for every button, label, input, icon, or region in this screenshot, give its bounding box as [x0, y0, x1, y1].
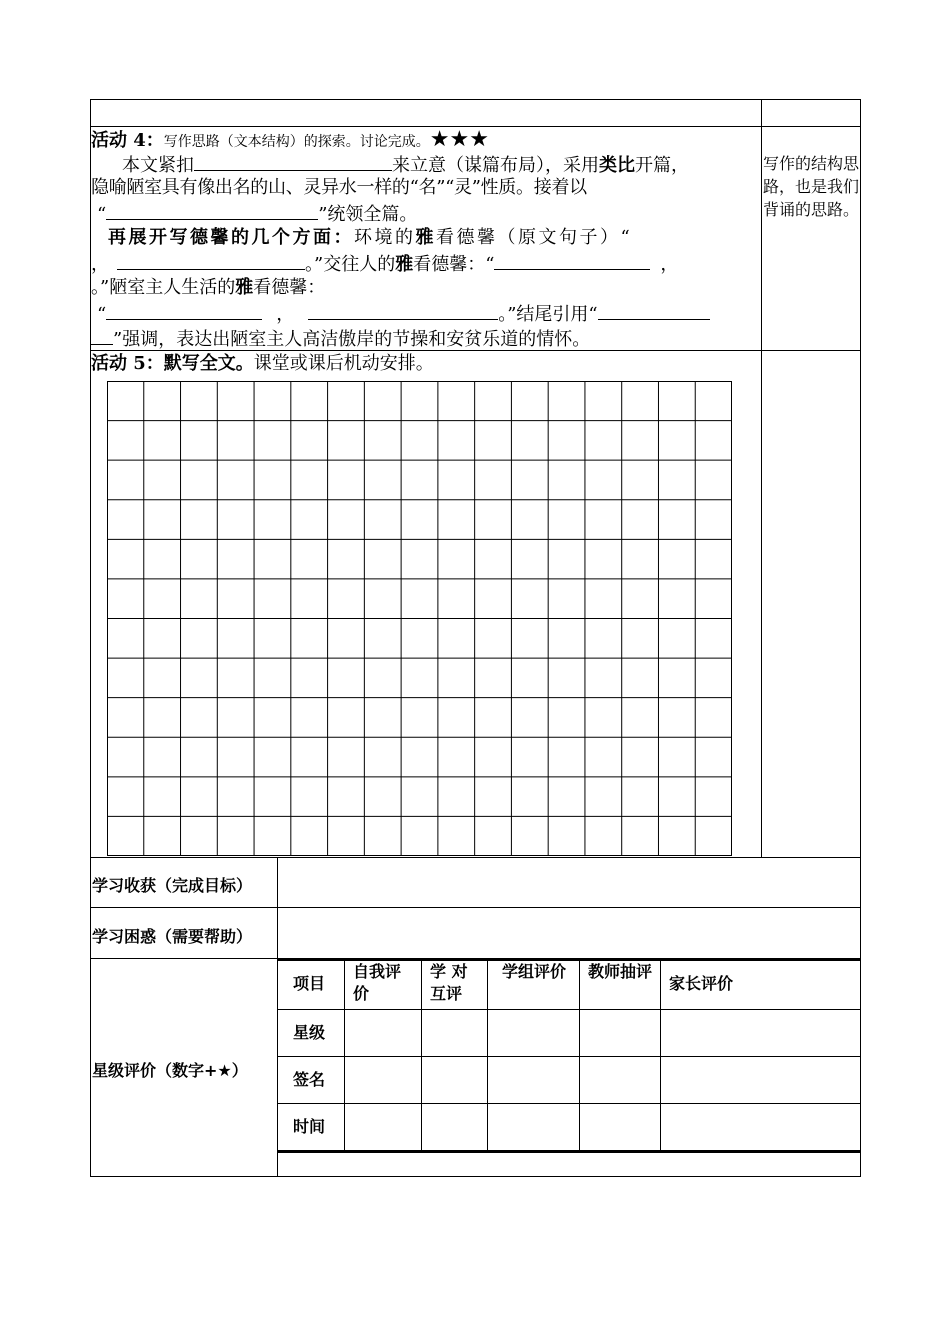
text-l1d: 开篇， [635, 155, 689, 176]
activity5-note: 课堂或课后机动安排。 [253, 353, 434, 374]
text-l4b: 环境的 [354, 227, 416, 248]
text-l1c: 类比 [599, 155, 635, 176]
text-l7b: ， [276, 304, 295, 325]
star-rating-icon: ★★★ [429, 127, 489, 152]
eval-row-signature: 签名 [293, 1070, 326, 1089]
text-l1a: 本文紧扣 [122, 155, 194, 176]
text-l5a: ， [91, 254, 109, 275]
doubts-input-area[interactable] [278, 908, 860, 958]
eval-header-self: 自我评价 [353, 962, 402, 1003]
text-l2: 隐喻陋室具有像出名的山、灵异水一样的“名”“灵”性质。接着以 [91, 177, 587, 198]
eval-header-parent: 家长评价 [669, 974, 734, 993]
text-l8: ”强调，表达出陋室主人高洁傲岸的节操和安贫乐道的情怀。 [113, 329, 591, 350]
blank-ending-quote[interactable] [598, 301, 710, 320]
text-l5e: ， [660, 254, 679, 275]
text-l6c: 看德馨： [253, 277, 326, 298]
activity5-title: 默写全文。 [163, 353, 254, 374]
eval-header-item: 项目 [293, 974, 326, 993]
blank-life-quote-2[interactable] [308, 301, 498, 320]
text-l4a: 再展开写德馨的几个方面： [108, 227, 354, 248]
text-l4d: 看德馨（原文句子）“ [436, 227, 633, 248]
text-l7a: “ [97, 304, 107, 325]
text-l4c: 雅 [415, 227, 436, 248]
blank-company-quote[interactable] [494, 251, 650, 270]
gains-input-area[interactable] [278, 858, 860, 907]
eval-row-time: 时间 [293, 1117, 326, 1136]
doubts-label: 学习困惑（需要帮助） [92, 927, 253, 946]
eval-row-stars: 星级 [293, 1023, 326, 1042]
eval-header-group: 学组评价 [502, 962, 567, 981]
activity4-subtitle: 写作思路（文本结构）的探索。讨论完成。 [163, 134, 430, 150]
text-l3b: ”统领全篇。 [318, 204, 418, 225]
text-l5d: 看德馨：“ [413, 254, 495, 275]
blank-theme[interactable] [194, 152, 392, 171]
writing-grid[interactable] [107, 381, 732, 856]
gains-label: 学习收获（完成目标） [92, 876, 253, 895]
text-l7c: 。”结尾引用“ [498, 304, 598, 325]
rating-label: 星级评价（数字+★） [92, 1061, 248, 1080]
eval-header-peer: 学 对互评 [430, 962, 468, 1003]
eval-header-teacher: 教师抽评 [588, 962, 653, 981]
side-note: 写作的结构思路，也是我们背诵的思路。 [763, 154, 860, 219]
text-l6b: 雅 [235, 277, 254, 298]
blank-lead-sentence[interactable] [106, 201, 318, 220]
blank-ending-quote-cont[interactable] [91, 326, 113, 345]
activity5-heading: 活动 5： [91, 353, 164, 374]
activity4-heading: 活动 4： [91, 130, 164, 151]
text-l5c: 雅 [395, 254, 414, 275]
text-l6a: 。”陋室主人生活的 [91, 277, 236, 298]
text-l1b: 来立意（谋篇布局），采用 [392, 155, 599, 176]
blank-environment-quote[interactable] [117, 251, 305, 270]
text-l3a: “ [97, 204, 107, 225]
text-l5b: 。”交往人的 [305, 254, 396, 275]
blank-life-quote-1[interactable] [106, 301, 262, 320]
